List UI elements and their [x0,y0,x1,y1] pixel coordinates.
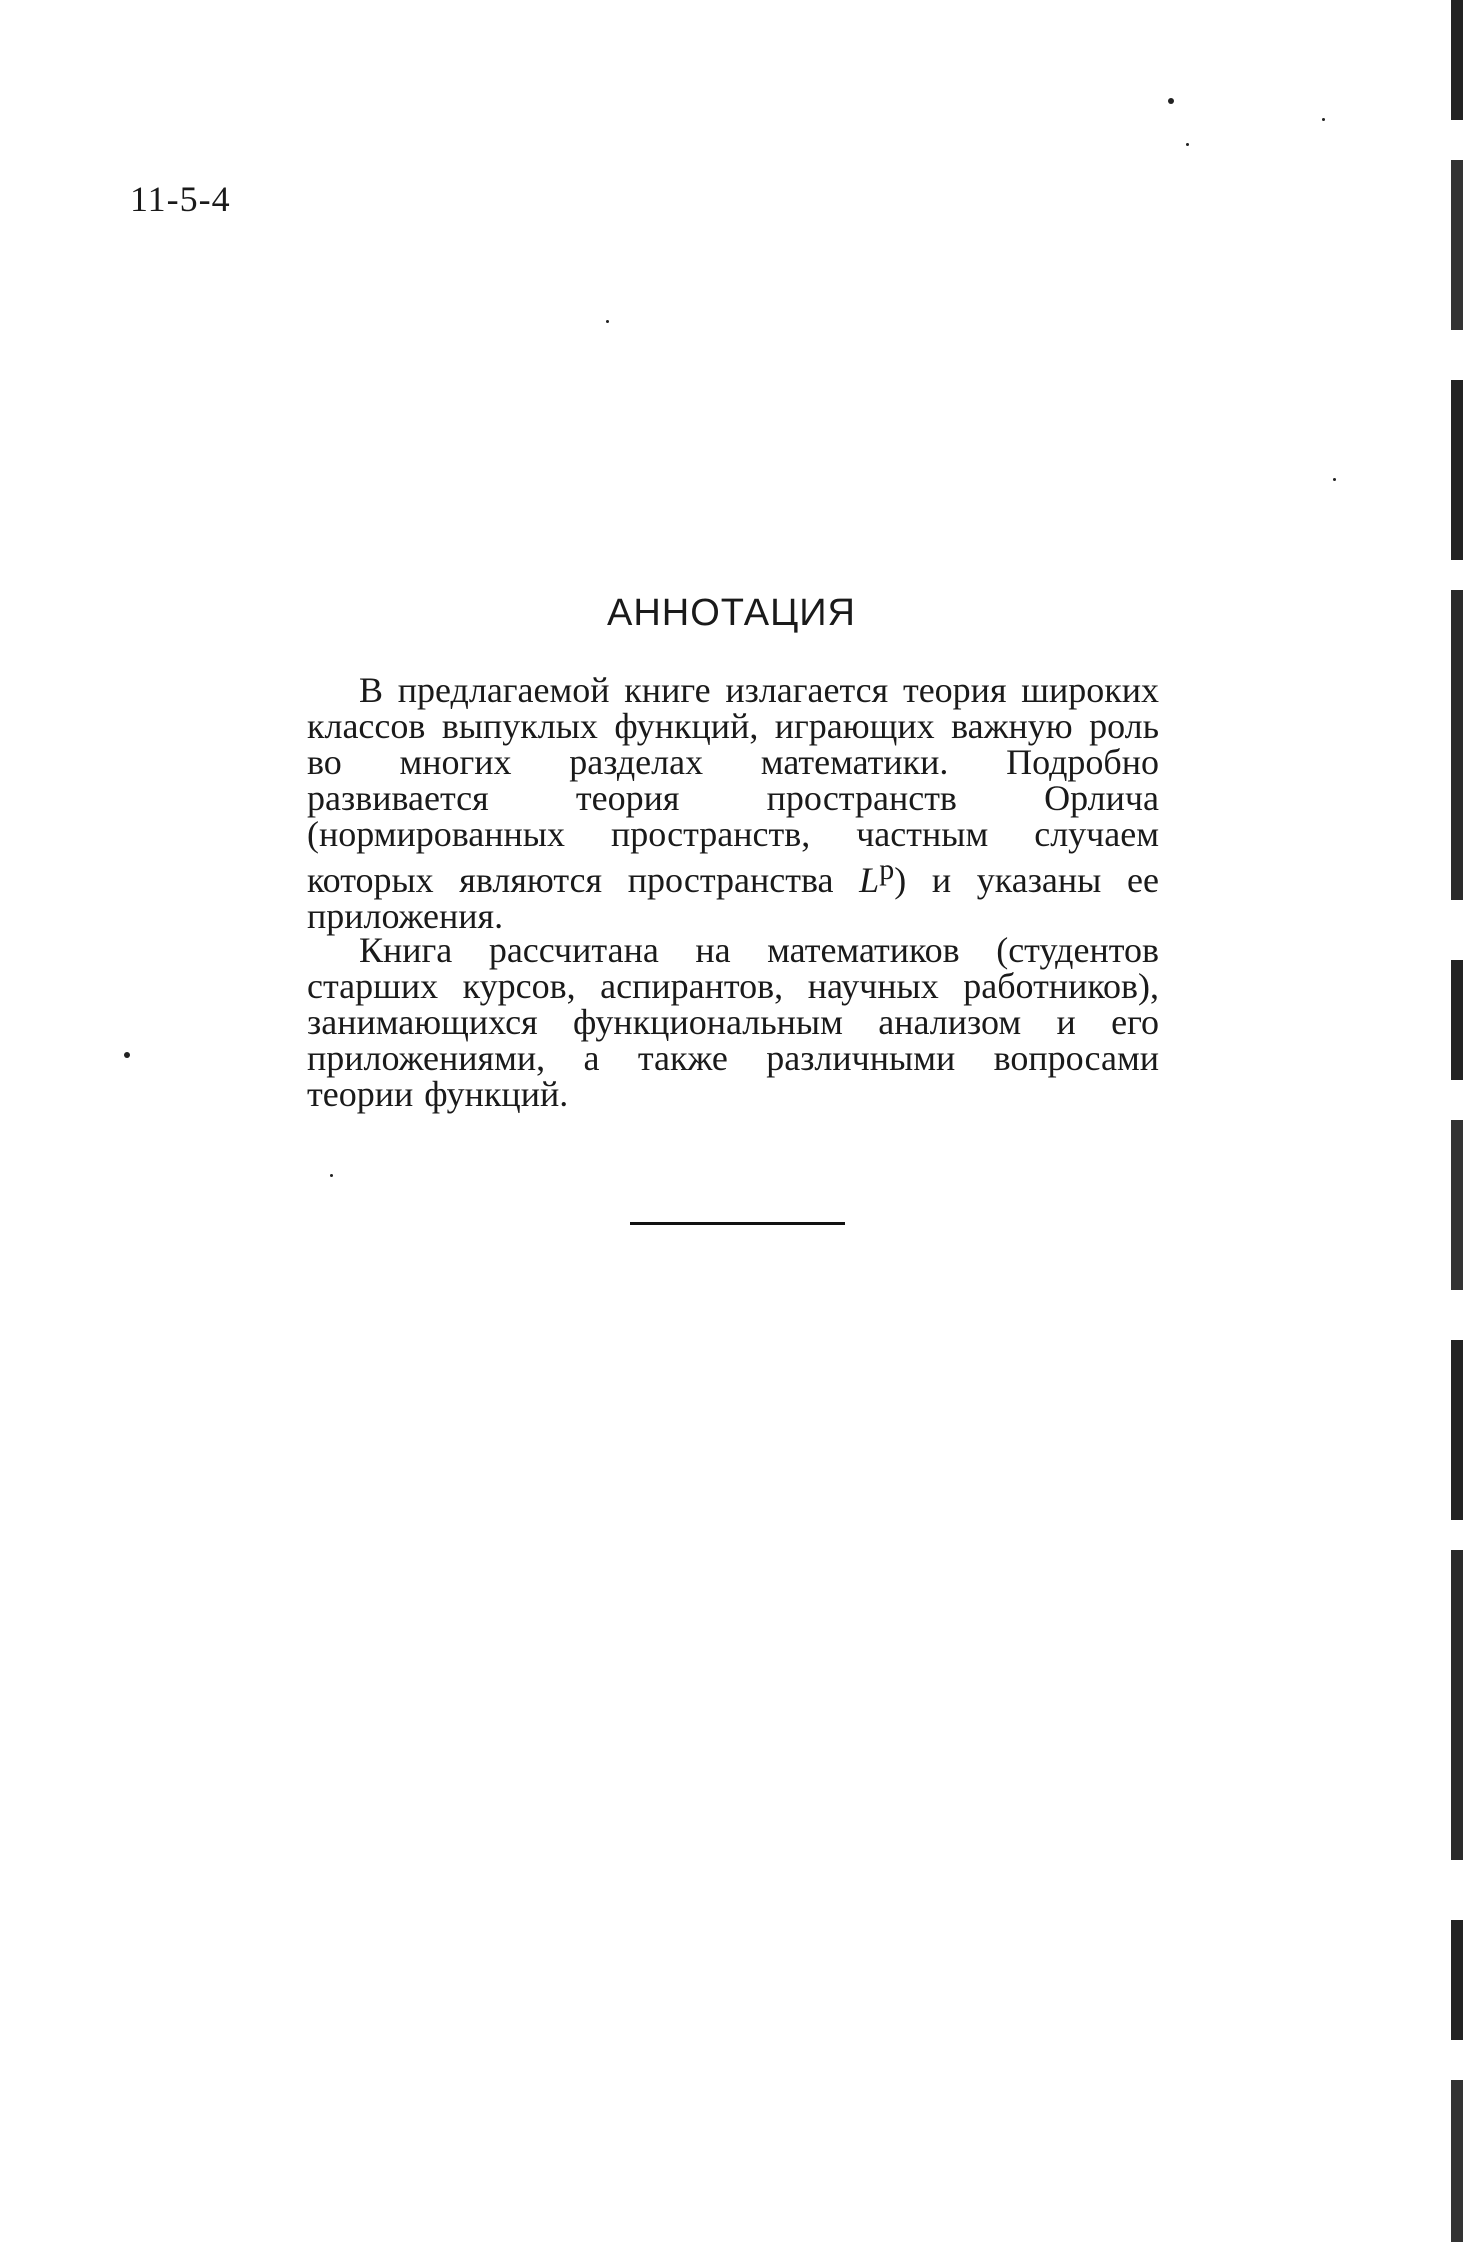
scan-edge-shadow [1451,0,1463,2242]
lp-superscript: p [879,853,895,886]
paragraph-1-tail: ) и указаны ее приложения. [307,860,1159,936]
annotation-paragraph-1 [307,672,1159,934]
lp-symbol: L [859,860,880,900]
paragraph-1-text: В предлагаемой книге излагается теория широких классов выпуклых функций, играющих важную роль во многих разделах математики. Подробно развивается теория пространств Орлича (нормированных пространств, частным случаем которых являются пространства [307,670,1159,900]
page-title: АННОТАЦИЯ [607,592,856,634]
scan-speck [606,320,609,323]
scan-speck [1186,143,1189,146]
scan-speck [1168,98,1174,104]
catalog-code: 11-5-4 [130,179,231,219]
annotation-paragraph-2: Книга рассчитана на математиков (студентов старших курсов, аспирантов, научных работников), занимающихся функциональным анализом и его приложениями, а также различными вопросами теории функций. [307,930,1159,1114]
scan-speck [124,1052,130,1058]
scan-speck [330,1174,333,1177]
closing-rule [630,1222,845,1225]
scan-speck [1322,118,1325,121]
scan-speck [1333,478,1336,481]
